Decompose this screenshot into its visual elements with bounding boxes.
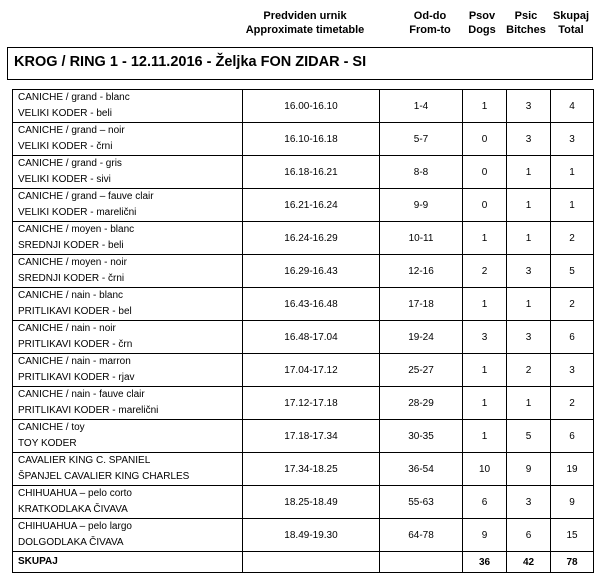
bitches-cell: 6 [507,519,551,552]
breed-name-local: PRITLIKAVI KODER - marelični [18,405,159,416]
breed-name-local: PRITLIKAVI KODER - bel [18,306,132,317]
bitches-cell: 3 [507,321,551,354]
dogs-cell: 9 [463,519,507,552]
total-cell: 15 [551,519,594,552]
table-row [13,519,594,552]
time-cell: 16.48-17.04 [243,321,380,354]
totals-dogs: 36 [463,552,507,573]
total-cell: 6 [551,321,594,354]
total-cell: 6 [551,420,594,453]
breed-cell [13,90,243,123]
range-cell: 9-9 [380,189,463,222]
breed-name-local: DOLGODLAKA ČIVAVA [18,537,124,548]
total-cell: 2 [551,222,594,255]
dogs-cell: 6 [463,486,507,519]
table-row [13,420,594,453]
breed-name: CANICHE / nain - fauve clair [18,389,145,400]
header-bitches-si: Psic [514,10,538,22]
range-cell: 12-16 [380,255,463,288]
breed-cell [13,387,243,420]
header-total [548,9,594,37]
range-cell: 1-4 [380,90,463,123]
breed-name-local: VELIKI KODER - marelični [18,207,137,218]
total-cell: 1 [551,156,594,189]
dogs-cell: 3 [463,321,507,354]
breed-cell [13,189,243,222]
header-bitches [504,9,548,37]
time-cell: 16.21-16.24 [243,189,380,222]
header-dogs [460,9,504,37]
breed-name-local: VELIKI KODER - črni [18,141,113,152]
header-timetable-si: Predviden urnik [263,10,347,22]
dogs-cell: 1 [463,288,507,321]
breed-name: CANICHE / grand – fauve clair [18,191,154,202]
table-row [13,222,594,255]
header-timetable-en: Approximate timetable [245,24,365,36]
time-cell: 17.34-18.25 [243,453,380,486]
dogs-cell: 1 [463,354,507,387]
table-row [13,387,594,420]
total-cell: 3 [551,354,594,387]
header-dogs-en: Dogs [468,24,496,36]
dogs-cell: 10 [463,453,507,486]
total-cell: 2 [551,288,594,321]
total-cell: 9 [551,486,594,519]
range-cell: 19-24 [380,321,463,354]
range-cell: 8-8 [380,156,463,189]
time-cell: 16.29-16.43 [243,255,380,288]
dogs-cell: 1 [463,90,507,123]
time-cell: 16.24-16.29 [243,222,380,255]
time-cell: 16.43-16.48 [243,288,380,321]
header-timetable [245,9,365,37]
breed-name: CHIHUAHUA – pelo largo [18,521,132,532]
totals-bitches: 42 [507,552,551,573]
table-row [13,486,594,519]
range-cell: 28-29 [380,387,463,420]
ring-title: KROG / RING 1 - 12.11.2016 - Željka FON ZIDAR - SI [7,47,593,80]
table-row [13,189,594,222]
header-total-si: Skupaj [552,10,590,22]
header-total-en: Total [558,24,584,36]
time-cell: 16.10-16.18 [243,123,380,156]
total-cell: 19 [551,453,594,486]
breed-cell [13,453,243,486]
breed-name-local: PRITLIKAVI KODER - rjav [18,372,135,383]
breed-name-local: SREDNJI KODER - beli [18,240,124,251]
range-cell: 36-54 [380,453,463,486]
dogs-cell: 2 [463,255,507,288]
totals-label: SKUPAJ [13,552,243,573]
dogs-cell: 0 [463,189,507,222]
table-row [13,288,594,321]
total-cell: 4 [551,90,594,123]
total-cell: 2 [551,387,594,420]
breed-name: CANICHE / grand - gris [18,158,122,169]
table-row [13,321,594,354]
breed-cell [13,420,243,453]
breed-cell [13,486,243,519]
breed-name: CANICHE / toy [18,422,85,433]
breed-cell [13,255,243,288]
breed-name: CANICHE / nain - noir [18,323,116,334]
bitches-cell: 3 [507,255,551,288]
table-row [13,453,594,486]
breed-cell [13,288,243,321]
bitches-cell: 5 [507,420,551,453]
totals-empty-time [243,552,380,573]
bitches-cell: 1 [507,189,551,222]
total-cell: 3 [551,123,594,156]
header-bitches-en: Bitches [506,24,546,36]
breed-name-local: VELIKI KODER - beli [18,108,112,119]
breed-cell [13,519,243,552]
time-cell: 17.18-17.34 [243,420,380,453]
table-row [13,255,594,288]
bitches-cell: 3 [507,486,551,519]
breed-cell [13,321,243,354]
bitches-cell: 3 [507,90,551,123]
breed-name-local: KRATKODLAKA ČIVAVA [18,504,128,515]
header-dogs-si: Psov [468,10,496,22]
total-cell: 5 [551,255,594,288]
breed-name: CANICHE / moyen - noir [18,257,127,268]
range-cell: 5-7 [380,123,463,156]
breed-name-local: SREDNJI KODER - črni [18,273,125,284]
totals-empty-range [380,552,463,573]
breed-name: CANICHE / grand – noir [18,125,125,136]
time-cell: 16.00-16.10 [243,90,380,123]
breed-cell [13,123,243,156]
breed-name: CANICHE / nain - blanc [18,290,124,301]
dogs-cell: 1 [463,387,507,420]
table-row [13,156,594,189]
table-row [13,90,594,123]
bitches-cell: 1 [507,288,551,321]
table-row [13,123,594,156]
time-cell: 18.25-18.49 [243,486,380,519]
bitches-cell: 1 [507,156,551,189]
time-cell: 17.12-17.18 [243,387,380,420]
breed-name-local: VELIKI KODER - sivi [18,174,111,185]
total-cell: 1 [551,189,594,222]
dogs-cell: 0 [463,123,507,156]
range-cell: 64-78 [380,519,463,552]
breed-name: CHIHUAHUA – pelo corto [18,488,132,499]
bitches-cell: 1 [507,387,551,420]
breed-name: CANICHE / grand - blanc [18,92,130,103]
header-from-to-en: From-to [409,24,451,36]
dogs-cell: 0 [463,156,507,189]
table-row [13,354,594,387]
range-cell: 17-18 [380,288,463,321]
totals-row [13,552,594,573]
breed-name-local: TOY KODER [18,438,77,449]
breed-name-local: ŠPANJEL CAVALIER KING CHARLES [18,471,190,482]
range-cell: 30-35 [380,420,463,453]
breed-name: CAVALIER KING C. SPANIEL [18,455,151,466]
bitches-cell: 3 [507,123,551,156]
range-cell: 10-11 [380,222,463,255]
breed-cell [13,156,243,189]
range-cell: 55-63 [380,486,463,519]
bitches-cell: 9 [507,453,551,486]
time-cell: 16.18-16.21 [243,156,380,189]
breed-cell [13,222,243,255]
schedule-table [12,89,594,573]
time-cell: 17.04-17.12 [243,354,380,387]
breed-name-local: PRITLIKAVI KODER - črn [18,339,133,350]
header-from-to [400,9,460,37]
dogs-cell: 1 [463,222,507,255]
schedule-table-body [13,90,594,552]
dogs-cell: 1 [463,420,507,453]
bitches-cell: 1 [507,222,551,255]
time-cell: 18.49-19.30 [243,519,380,552]
breed-cell [13,354,243,387]
breed-name: CANICHE / nain - marron [18,356,131,367]
range-cell: 25-27 [380,354,463,387]
bitches-cell: 2 [507,354,551,387]
breed-name: CANICHE / moyen - blanc [18,224,135,235]
header-from-to-si: Od-do [413,10,447,22]
totals-total: 78 [551,552,594,573]
